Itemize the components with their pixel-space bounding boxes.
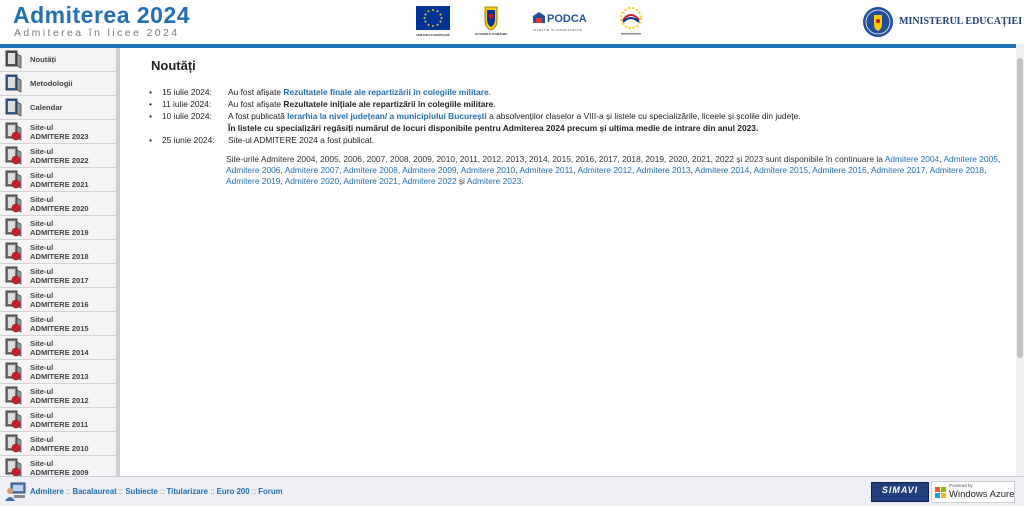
news-text: Au fost afișate [228,87,284,97]
sidebar-item-label [30,435,89,453]
news-text: A fost publicată [228,111,288,121]
archive-link-admitere-2021[interactable]: Admitere 2021 [343,176,398,186]
book-icon [4,98,24,117]
archive-link-admitere-2023[interactable]: Admitere 2023 [466,176,522,186]
globe-book-icon [4,338,24,357]
sidebar-item-label [30,339,89,357]
sidebar-label-line2: ADMITERE 2014 [30,347,89,357]
footer-link-subiecte[interactable]: Subiecte [125,487,158,496]
scrollbar-thumb[interactable] [1017,58,1023,358]
footer-separator: :: [208,487,217,496]
sidebar-item-admitere-2014[interactable] [0,336,116,360]
header [0,0,1024,44]
footer-link-forum[interactable]: Forum [258,487,283,496]
news-link-final-results[interactable]: Rezultatele finale ale repartizării în colegiile militare [283,87,489,97]
sidebar-item-label [30,387,89,405]
footer-link-titularizare[interactable]: Titularizare [166,487,208,496]
page-title: Noutăți [151,58,196,73]
footer-separator: :: [249,487,259,496]
site-subtitle: Admiterea în licee 2024 [14,27,180,39]
news-text-end: a absolvenților claselor a VIII-a și listele cu specializările, liceele și școlile din județe. [486,111,801,121]
sidebar-item-label [30,315,89,333]
sidebar-label-line1: Site-ul [30,242,54,252]
footer-separator: :: [116,487,126,496]
globe-book-icon [4,386,24,405]
sidebar-label-line1: Site-ul [30,362,54,372]
globe-book-icon [4,434,24,453]
news-date: 11 iulie 2024: [162,99,212,109]
site-title[interactable]: Admiterea 2024 [13,2,191,28]
simavi-text: SIMAVI [881,485,919,495]
government-logo [466,4,516,44]
sidebar-item-admitere-2018[interactable] [0,240,116,264]
news-bold-initial-results: Rezultatele inițiale ale repartizării în colegiile militare [283,99,494,109]
sidebar-label-line2: ADMITERE 2011 [30,419,89,429]
sidebar-label-line2: ADMITERE 2013 [30,371,89,381]
book-icon [4,50,24,69]
archive-link-admitere-2005[interactable]: Admitere 2005 [943,154,998,164]
sidebar-label-line2: ADMITERE 2016 [30,299,89,309]
news-text-end: . [493,99,496,109]
sidebar-item-label [30,147,89,165]
sidebar-label-line2: ADMITERE 2021 [30,179,89,189]
sidebar-item-label [30,363,89,381]
sidebar-label-line1: Site-ul [30,146,54,156]
news-date: 15 iulie 2024: [162,87,212,97]
sidebar-item-label [30,219,89,237]
archive-link-admitere-2013[interactable]: Admitere 2013 [636,165,691,175]
archive-link-admitere-2019[interactable]: Admitere 2019 [226,176,281,186]
sidebar-label-line1: Site-ul [30,122,54,132]
news-text-end: . [488,87,491,97]
globe-book-icon [4,170,24,189]
sidebar-item-metodologii[interactable] [0,72,116,96]
news-item [149,134,1009,146]
sidebar-label-line2: ADMITERE 2009 [30,467,89,476]
archive-intro: Site-urile Admitere 2004, 2005, 2006, 2007, 2008, 2009, 2010, 2011, 2012, 2013, 2014, 2015, 2016, 2017, 2018, 2019, 2020, 2021, 2022 și 2023 sunt disponibile în continuare la [226,154,883,164]
archive-and: și [456,176,467,186]
windows-azure-logo[interactable] [931,481,1015,503]
footer-link-admitere[interactable]: Admitere [30,487,64,496]
sidebar-item-admitere-2021[interactable] [0,168,116,192]
globe-book-icon [4,146,24,165]
sidebar-item-admitere-2010[interactable] [0,432,116,456]
news-link-ierarhia[interactable]: Ierarhia la nivel județean/ a municipiului București [287,111,487,121]
sidebar-item-label [30,243,89,261]
simavi-logo[interactable] [871,482,929,502]
azure-powered-by: Powered by [949,483,973,488]
sidebar-item-admitere-2019[interactable] [0,216,116,240]
sidebar-label-line1: Site-ul [30,290,54,300]
sidebar-label-line1: Site-ul [30,314,54,324]
archive-link-admitere-2018[interactable]: Admitere 2018 [929,165,985,175]
globe-book-icon [4,266,24,285]
globe-book-icon [4,122,24,141]
page-scrollbar[interactable] [1016,44,1024,476]
sidebar-item-admitere-2009[interactable] [0,456,116,476]
news-item [149,86,1009,98]
archive-link-admitere-2007[interactable]: Admitere 2007 [284,165,340,175]
gov-caption: GUVERNUL ROMÂNIEI [474,32,508,36]
sidebar-label-line1: Site-ul [30,194,54,204]
news-item [149,98,1009,110]
footer-link-euro-200[interactable]: Euro 200 [216,487,250,496]
sidebar-label-line1: Site-ul [30,266,54,276]
globe-book-icon [4,458,24,476]
archive-link-admitere-2015[interactable]: Admitere 2015 [753,165,809,175]
footer-separator: :: [157,487,167,496]
news-note: În listele cu specializări regăsiți numărul de locuri disponibile pentru Admiterea 2024 precum și ultima medie de intrare din anul 2023. [228,123,759,133]
sidebar-label-line2: ADMITERE 2020 [30,203,89,213]
news-date: 25 iunie 2024: [162,135,215,145]
sidebar-label-line2: ADMITERE 2012 [30,395,89,405]
sidebar-item-label [30,291,89,309]
sidebar-label-line2: ADMITERE 2019 [30,227,89,237]
eu-logo [414,4,452,42]
sidebar-item-admitere-2011[interactable] [0,408,116,432]
sidebar-label-line1: Site-ul [30,338,54,348]
archive-link-admitere-2010[interactable]: Admitere 2010 [460,165,516,175]
archive-link-admitere-2020[interactable]: Admitere 2020 [284,176,340,186]
archive-link-admitere-2009[interactable]: Admitere 2009 [402,165,457,175]
structural-instruments-logo [611,4,651,40]
archive-link-admitere-2006[interactable]: Admitere 2006 [226,165,281,175]
sidebar-item-admitere-2020[interactable] [0,192,116,216]
archive-link-admitere-2011[interactable]: Admitere 2011 [519,165,574,175]
sidebar-item-calendar[interactable] [0,96,116,120]
podca-caption: INVESTIM ÎN ADMINISTRAȚIE [533,28,583,32]
sidebar-item-nout-i[interactable] [0,48,116,72]
news-text: Site-ul ADMITERE 2024 a fost publicat. [228,135,375,145]
archive-link-admitere-2017[interactable]: Admitere 2017 [870,165,926,175]
sidebar-label-line1: Site-ul [30,218,54,228]
news-text: Au fost afișate [228,99,284,109]
sidebar-label-line1: Site-ul [30,434,54,444]
sidebar-label-line1: Site-ul [30,386,54,396]
footer-separator: :: [63,487,73,496]
archive-link-admitere-2022[interactable]: Admitere 2022 [402,176,457,186]
news-list [149,86,1009,146]
sidebar-item-label: Noutăți [30,55,57,64]
podca-text: PODCA [547,13,587,25]
azure-text: Windows Azure [949,489,1015,500]
archive-link-admitere-2008[interactable]: Admitere 2008 [343,165,398,175]
sidebar-item-admitere-2013[interactable] [0,360,116,384]
footer-links [30,487,283,496]
globe-book-icon [4,290,24,309]
archive-link-admitere-2012[interactable]: Admitere 2012 [577,165,632,175]
sidebar-item-label: Calendar [30,103,63,112]
archive-link-admitere-2016[interactable]: Admitere 2016 [812,165,867,175]
sidebar-item-label [30,267,89,285]
sidebar-item-admitere-2022[interactable] [0,144,116,168]
globe-book-icon [4,410,24,429]
sidebar-item-label: Metodologii [30,79,73,88]
footer-link-bacalaureat[interactable]: Bacalaureat [72,487,117,496]
sidebar-label-line1: Site-ul [30,458,54,468]
globe-book-icon [4,314,24,333]
sidebar-label-line2: ADMITERE 2023 [30,131,89,141]
news-date: 10 iulie 2024: [162,111,212,121]
archive-link-admitere-2014[interactable]: Admitere 2014 [694,165,750,175]
sidebar-item-label [30,123,89,141]
archive-link-admitere-2004[interactable]: Admitere 2004 [884,154,940,164]
podca-logo [531,10,597,42]
sidebar-label-line2: ADMITERE 2022 [30,155,89,165]
sidebar-item-label [30,459,89,477]
sidebar-item-admitere-2012[interactable] [0,384,116,408]
globe-book-icon [4,218,24,237]
eu-caption: UNIUNEA EUROPEANĂ [416,33,450,37]
sidebar-label-line2: ADMITERE 2015 [30,323,89,333]
sidebar-label-line2: ADMITERE 2010 [30,443,89,453]
book-icon [4,74,24,93]
archive-paragraph: Site-urile Admitere 2004, 2005, 2006, 2007, 2008, 2009, 2010, 2011, 2012, 2013, 2014, 2015, 2016, 2017, 2018, 2019, 2020, 2021, 2022 și 2023 sunt disponibile în continuare la Admitere 2004, Admitere 2005, Admitere 2006, Admitere 2007, Admitere 2008, Admitere 2009, Admitere 2010, Admitere 2011, Admitere 2012, Admitere 2013, Admitere 2014, Admitere 2015, Admitere 2016, Admitere 2017, Admitere 2018, Admitere 2019, Admitere 2020, Admitere 2021, Admitere 2022 și Admitere 2023. [226,154,1001,186]
footer [0,476,1024,506]
sidebar-label-line1: Site-ul [30,170,54,180]
ministry-name: MINISTERUL EDUCAȚIEI [899,16,1023,27]
computer-user-icon [5,481,27,501]
sidebar-item-label [30,195,89,213]
globe-book-icon [4,242,24,261]
ministry-logo [862,6,1023,38]
sidebar-label-line2: ADMITERE 2017 [30,275,89,285]
globe-book-icon [4,362,24,381]
sidebar-item-label [30,171,89,189]
globe-book-icon [4,194,24,213]
sidebar [0,48,120,476]
sidebar-label-line1: Site-ul [30,410,54,420]
sidebar-label-line2: ADMITERE 2018 [30,251,89,261]
news-item [149,110,1009,134]
sidebar-item-admitere-2016[interactable] [0,288,116,312]
sidebar-item-admitere-2023[interactable] [0,120,116,144]
main-content [120,48,1016,476]
sidebar-item-label [30,411,88,429]
sidebar-item-admitere-2017[interactable] [0,264,116,288]
sidebar-item-admitere-2015[interactable] [0,312,116,336]
